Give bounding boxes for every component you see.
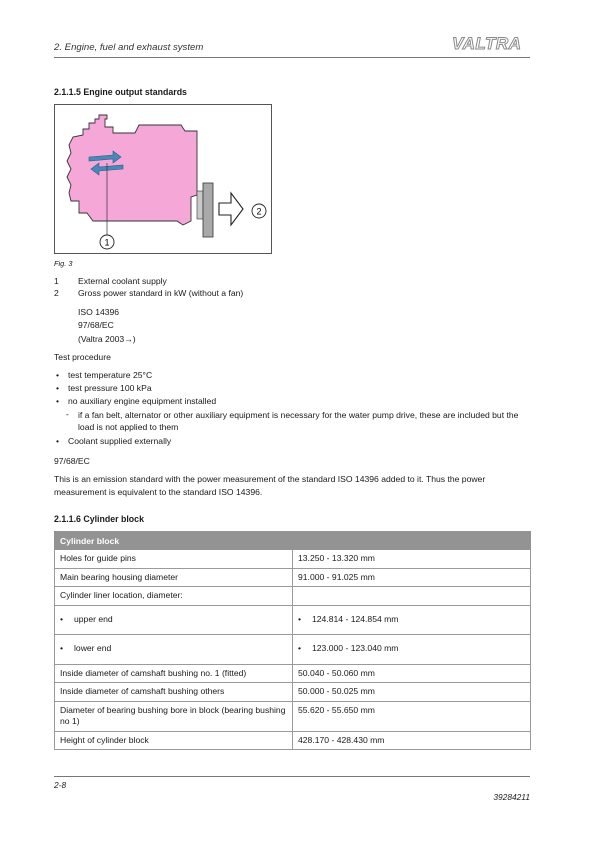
flywheel xyxy=(203,183,213,237)
table-row xyxy=(55,605,531,635)
directive-label: 97/68/EC xyxy=(54,456,90,466)
row-value xyxy=(293,587,531,606)
bullet-dot: • xyxy=(298,643,302,653)
row-label-text: upper end xyxy=(74,613,113,624)
power-output-arrow xyxy=(219,193,243,225)
bullet-text: no auxiliary engine equipment installed xyxy=(68,396,217,406)
row-value: 13.250 - 13.320 mm xyxy=(293,550,531,569)
table-row xyxy=(55,664,531,683)
standard-line: (Valtra 2003→) xyxy=(78,334,136,344)
row-label: Inside diameter of camshaft bushing no. 1 (fitted) xyxy=(55,664,293,683)
row-value xyxy=(293,635,531,665)
chapter-title: 2. Engine, fuel and exhaust system xyxy=(54,42,204,53)
bullet-dot: • xyxy=(56,383,60,393)
row-label xyxy=(55,635,293,665)
row-label: Inside diameter of camshaft bushing others xyxy=(55,683,293,702)
row-value xyxy=(293,605,531,635)
row-label: Cylinder liner location, diameter: xyxy=(55,587,293,606)
table-row xyxy=(55,587,531,606)
table-row xyxy=(55,683,531,702)
row-label: Holes for guide pins xyxy=(55,550,293,569)
table-row xyxy=(55,568,531,587)
figure-caption: Fig. 3 xyxy=(54,259,73,268)
bullet-dot: • xyxy=(60,613,64,624)
bullet-text: test temperature 25°C xyxy=(68,370,153,380)
bullet-dot: • xyxy=(298,613,302,624)
engine-figure xyxy=(54,104,272,254)
legend-number: 1 xyxy=(54,276,59,286)
test-procedure-label: Test procedure xyxy=(54,352,111,362)
valtra-logo xyxy=(452,33,532,53)
bullet-dot: • xyxy=(56,370,60,380)
row-label-text: lower end xyxy=(74,643,112,653)
row-value: 91.000 - 91.025 mm xyxy=(293,568,531,587)
standard-line: 97/68/EC xyxy=(78,320,114,330)
table-header-row xyxy=(55,532,531,550)
row-label: Height of cylinder block xyxy=(55,731,293,750)
bullet-text: Coolant supplied externally xyxy=(68,436,172,446)
bullet-dot: • xyxy=(60,643,64,653)
legend-text: External coolant supply xyxy=(78,276,167,286)
engine-diagram xyxy=(55,105,273,255)
logo-text: VALTRA xyxy=(452,34,522,53)
engine-block-shape xyxy=(67,115,197,225)
standard-line: ISO 14396 xyxy=(78,307,120,317)
bullet-text: test pressure 100 kPa xyxy=(68,383,152,393)
section-heading-engine-output: 2.1.1.5 Engine output standards xyxy=(54,87,187,97)
row-value: 50.000 - 50.025 mm xyxy=(293,683,531,702)
row-label: Diameter of bearing bushing bore in block (bearing bushing no 1) xyxy=(55,701,293,731)
legend-number: 2 xyxy=(54,288,59,298)
row-value: 428.170 - 428.430 mm xyxy=(293,731,531,750)
row-label xyxy=(55,605,293,635)
document-number: 39284211 xyxy=(493,792,530,802)
table-header: Cylinder block xyxy=(55,532,531,550)
cylinder-block-table xyxy=(54,531,531,750)
row-label: Main bearing housing diameter xyxy=(55,568,293,587)
bullet-dot: • xyxy=(56,436,60,446)
callout-label-1: 1 xyxy=(104,237,110,248)
row-value-text: 124.814 - 124.854 mm xyxy=(312,613,399,624)
table-row xyxy=(55,731,531,750)
legend-text: Gross power standard in kW (without a fan) xyxy=(78,288,244,298)
row-value: 55.620 - 55.650 mm xyxy=(293,701,531,731)
row-value-text: 123.000 - 123.040 mm xyxy=(312,643,399,653)
standards-paragraph: This is an emission standard with the power measurement of the standard ISO 14396 added to it. Thus the power measurement is equivalent to the standard ISO 14396. xyxy=(54,474,486,497)
section-heading-cylinder-block: 2.1.1.6 Cylinder block xyxy=(54,514,144,524)
bullet-dot: • xyxy=(56,396,60,406)
footer-rule xyxy=(54,776,530,777)
sub-bullet-dash: - xyxy=(66,409,69,419)
page-number: 2-8 xyxy=(54,780,67,790)
header-rule xyxy=(54,57,530,58)
table-row xyxy=(55,550,531,569)
table-row xyxy=(55,701,531,731)
sub-bullet-text: if a fan belt, alternator or other auxiliary equipment is necessary for the water pump drive, these are included but the load is not applied to them xyxy=(78,410,519,432)
table-row xyxy=(55,635,531,665)
flywheel-housing xyxy=(197,191,203,219)
callout-label-2: 2 xyxy=(256,206,262,217)
row-value: 50.040 - 50.060 mm xyxy=(293,664,531,683)
